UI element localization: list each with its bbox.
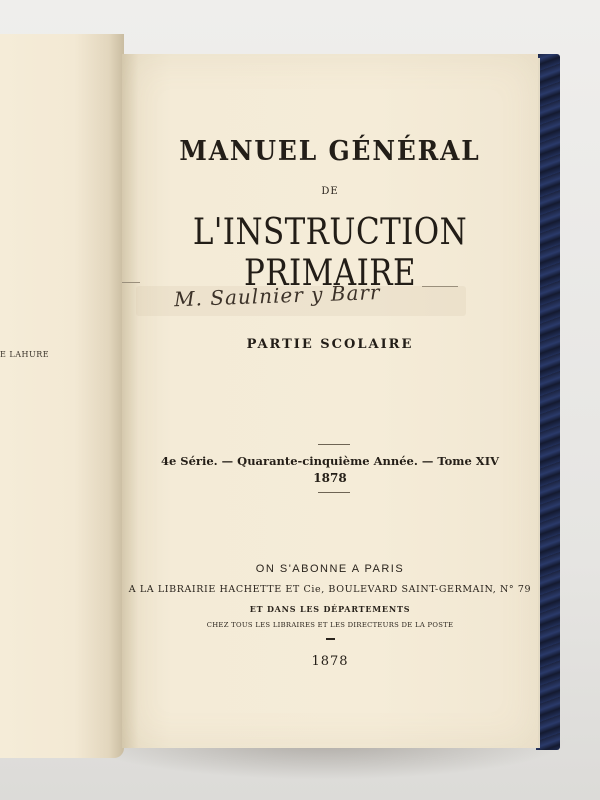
divider (318, 492, 350, 493)
dash-divider (326, 638, 335, 640)
left-facing-page (0, 34, 124, 758)
divider (318, 444, 350, 445)
book-title-main: MANUEL GÉNÉRAL (179, 136, 481, 167)
title-page (122, 54, 538, 748)
departments-line: ET DANS LES DÉPARTEMENTS (249, 604, 411, 614)
series-info: 4e Série. — Quarante-cinquième Année. — Tome XIV (160, 454, 500, 468)
printer-name: E LAHURE (0, 350, 50, 359)
publisher-address: A LA LIBRAIRIE HACHETTE ET Cie, BOULEVARD SAINT-GERMAIN, N° 79 (128, 584, 532, 595)
series-year: 1878 (313, 471, 347, 485)
section-heading: PARTIE SCOLAIRE (246, 337, 414, 352)
book-title-de: DE (321, 186, 339, 197)
distributors-line: CHEZ TOUS LES LIBRAIRES ET LES DIRECTEURS DE LA POSTE (206, 621, 454, 629)
publication-year: 1878 (311, 654, 349, 669)
handwritten-signature: M. Saulnier y Barr (173, 280, 381, 312)
book-title-subject: L'INSTRUCTION PRIMAIRE (192, 212, 468, 294)
divider (122, 282, 140, 283)
subscription-heading: ON S'ABONNE A PARIS (255, 563, 405, 575)
